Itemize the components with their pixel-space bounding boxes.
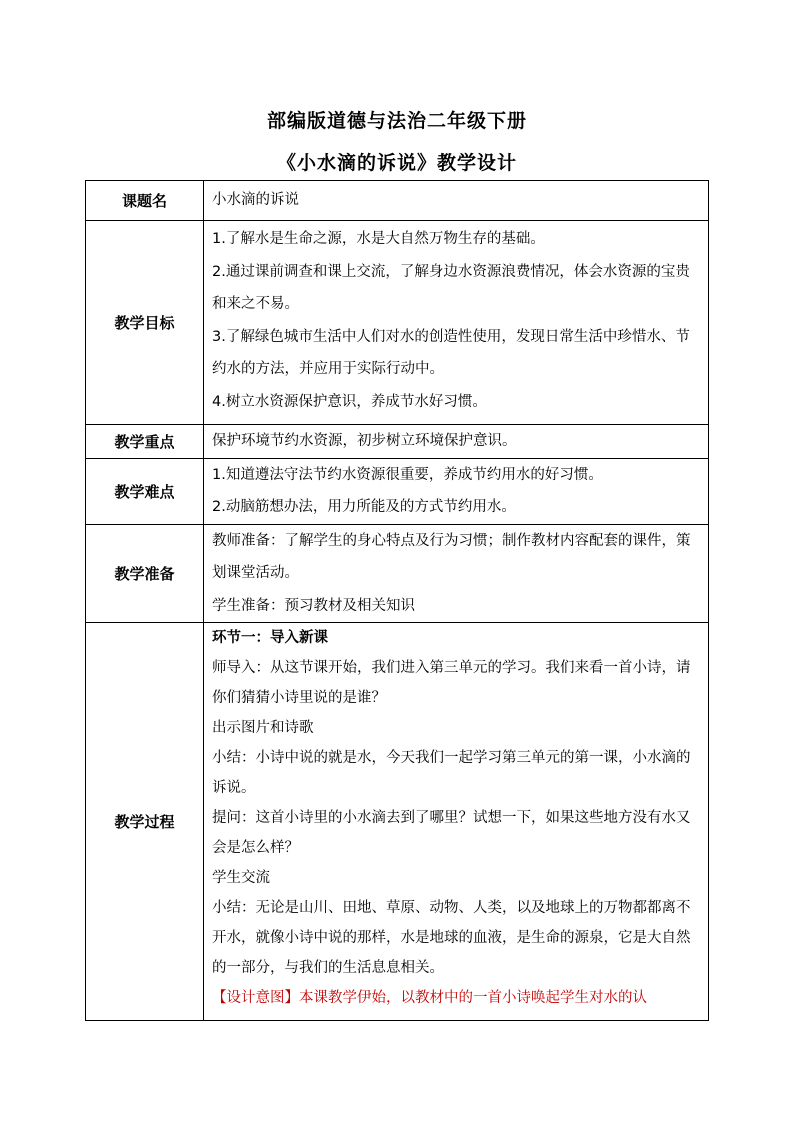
process-content xyxy=(204,623,709,1021)
section-heading: 环节一：导入新课 xyxy=(212,630,328,646)
row-prep xyxy=(86,524,709,623)
focus-value: 保护环境节约水资源，初步树立环境保护意识。 xyxy=(204,425,709,459)
topic-value: 小水滴的诉说 xyxy=(204,181,709,221)
design-intent-tag: 【设计意图】 xyxy=(212,990,299,1006)
difficulty-content xyxy=(204,458,709,524)
difficulty-label: 教学难点 xyxy=(86,458,204,524)
goal-item: 2.通过课前调查和课上交流，了解身边水资源浪费情况，体会水资源的宝贵和来之不易。 xyxy=(212,263,690,312)
prep-content xyxy=(204,524,709,623)
process-paragraph: 小结：小诗中说的就是水，今天我们一起学习第三单元的第一课，小水滴的诉说。 xyxy=(212,750,691,796)
prep-item: 学生准备：预习教材及相关知识 xyxy=(212,597,415,614)
goal-item: 1.了解水是生命之源，水是大自然万物生存的基础。 xyxy=(212,231,545,247)
process-paragraph: 出示图片和诗歌 xyxy=(212,720,314,736)
difficulty-item: 2.动脑筋想办法，用力所能及的方式节约用水。 xyxy=(212,499,516,515)
row-goals xyxy=(86,221,709,425)
goal-item: 4.树立水资源保护意识，养成节水好习惯。 xyxy=(212,393,487,410)
lesson-plan-table xyxy=(85,180,709,1021)
row-topic xyxy=(86,181,709,221)
design-intent-text: 本课教学伊始，以教材中的一首小诗唤起学生对水的认 xyxy=(299,990,647,1006)
difficulty-item: 1.知道遵法守法节约水资源很重要，养成节约用水的好习惯。 xyxy=(212,466,603,483)
process-paragraph: 学生交流 xyxy=(212,870,270,886)
row-focus xyxy=(86,425,709,459)
process-paragraph: 提问：这首小诗里的小水滴去到了哪里？试想一下，如果这些地方没有水又会是怎么样？ xyxy=(212,810,691,856)
prep-item: 教师准备：了解学生的身心特点及行为习惯；制作教材内容配套的课件，策划课堂活动。 xyxy=(212,532,691,581)
row-difficulty xyxy=(86,458,709,524)
goals-content xyxy=(204,221,709,425)
goals-label: 教学目标 xyxy=(86,221,204,425)
document-subtitle: 《小水滴的诉说》教学设计 xyxy=(276,152,517,174)
goal-item: 3.了解绿色城市生活中人们对水的创造性使用，发现日常生活中珍惜水、节约水的方法，并应用于实际行动中。 xyxy=(212,328,690,377)
design-intent xyxy=(212,983,702,1013)
prep-label: 教学准备 xyxy=(86,524,204,623)
focus-label: 教学重点 xyxy=(86,425,204,459)
process-paragraph: 小结：无论是山川、田地、草原、动物、人类，以及地球上的万物都都离不开水，就像小诗中说的那样，水是地球的血液，是生命的源泉，它是大自然的一部分，与我们的生活息息相关。 xyxy=(212,900,691,976)
row-process xyxy=(86,623,709,1021)
process-paragraph: 师导入：从这节课开始，我们进入第三单元的学习。我们来看一首小诗，请你们猜猜小诗里说的是谁？ xyxy=(212,660,691,706)
document-title: 部编版道德与法治二年级下册 xyxy=(266,110,527,132)
topic-label: 课题名 xyxy=(86,181,204,221)
process-label: 教学过程 xyxy=(86,623,204,1021)
